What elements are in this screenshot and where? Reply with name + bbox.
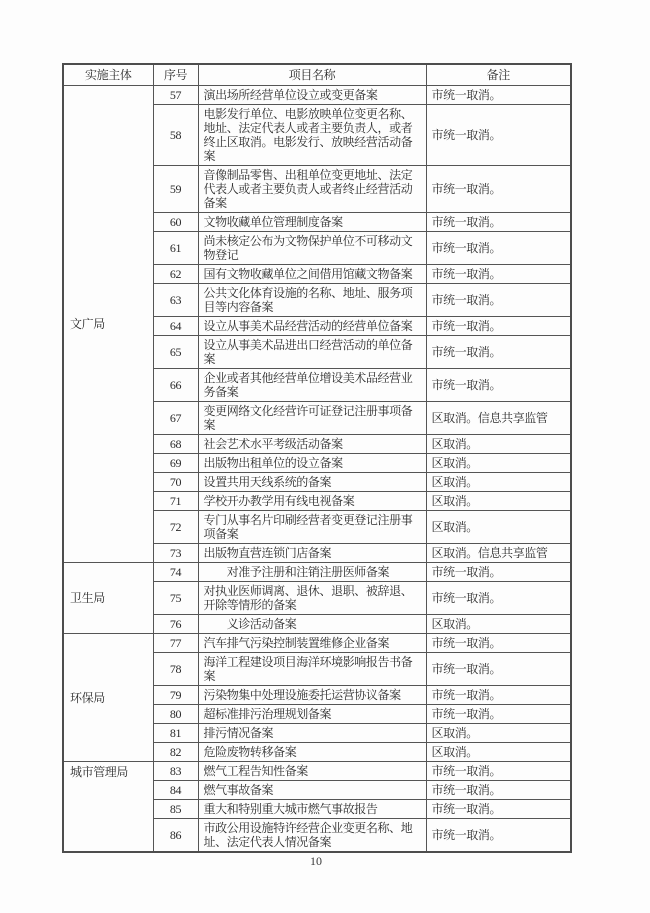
remark-cell: 市统一取消。	[426, 265, 571, 284]
item-name-cell: 对执业医师调离、退休、退职、被辞退、开除等情形的备案	[198, 582, 426, 615]
serial-number-cell: 80	[153, 705, 198, 724]
remark-cell: 市统一取消。	[426, 336, 571, 369]
item-name-cell: 义诊活动备案	[198, 615, 426, 634]
remark-cell: 市统一取消。	[426, 819, 571, 853]
agency-cell: 卫生局	[63, 563, 153, 634]
item-name-cell: 企业或者其他经营单位增设美术品经营业务备案	[198, 369, 426, 402]
item-name-cell: 变更网络文化经营许可证登记注册事项备案	[198, 402, 426, 435]
item-name-cell: 重大和特别重大城市燃气事故报告	[198, 800, 426, 819]
remark-cell: 市统一取消。	[426, 213, 571, 232]
table-body	[63, 86, 571, 853]
page-number: 10	[310, 854, 322, 868]
remark-cell: 市统一取消。	[426, 781, 571, 800]
serial-number-cell: 59	[153, 166, 198, 213]
serial-number-cell: 57	[153, 86, 198, 105]
remark-cell: 市统一取消。	[426, 232, 571, 265]
item-name-cell: 设置共用天线系统的备案	[198, 473, 426, 492]
column-header-implementing-body: 实施主体	[63, 64, 153, 86]
serial-number-cell: 86	[153, 819, 198, 853]
remark-cell: 市统一取消。	[426, 317, 571, 336]
table-row	[63, 762, 571, 781]
remark-cell: 区取消。	[426, 743, 571, 762]
serial-number-cell: 82	[153, 743, 198, 762]
serial-number-cell: 69	[153, 454, 198, 473]
item-name-cell: 国有文物收藏单位之间借用馆藏文物备案	[198, 265, 426, 284]
item-name-cell: 电影发行单位、电影放映单位变更名称、地址、法定代表人或者主要负责人，或者终止区取消。电影发行、放映经营活动备案	[198, 105, 426, 166]
serial-number-cell: 67	[153, 402, 198, 435]
agency-cell: 文广局	[63, 86, 153, 563]
item-name-cell: 公共文化体育设施的名称、地址、服务项目等内容备案	[198, 284, 426, 317]
item-name-cell: 汽车排气污染控制装置维修企业备案	[198, 634, 426, 653]
serial-number-cell: 64	[153, 317, 198, 336]
item-name-cell: 对准予注册和注销注册医师备案	[198, 563, 426, 582]
serial-number-cell: 73	[153, 544, 198, 563]
item-name-cell: 社会艺术水平考级活动备案	[198, 435, 426, 454]
remark-cell: 区取消。	[426, 435, 571, 454]
remark-cell: 市统一取消。	[426, 634, 571, 653]
serial-number-cell: 83	[153, 762, 198, 781]
remark-cell: 区取消。信息共享监管	[426, 544, 571, 563]
item-name-cell: 专门从事名片印刷经营者变更登记注册事项备案	[198, 511, 426, 544]
item-name-cell: 市政公用设施特许经营企业变更名称、地址、法定代表人情况备案	[198, 819, 426, 853]
item-name-cell: 设立从事美术品经营活动的经营单位备案	[198, 317, 426, 336]
column-header-item-name: 项目名称	[198, 64, 426, 86]
serial-number-cell: 76	[153, 615, 198, 634]
serial-number-cell: 74	[153, 563, 198, 582]
serial-number-cell: 60	[153, 213, 198, 232]
item-name-cell: 出版物出租单位的设立备案	[198, 454, 426, 473]
serial-number-cell: 84	[153, 781, 198, 800]
header-row	[63, 64, 571, 86]
serial-number-cell: 70	[153, 473, 198, 492]
remark-cell: 市统一取消。	[426, 563, 571, 582]
column-header-serial-number: 序号	[153, 64, 198, 86]
remark-cell: 市统一取消。	[426, 686, 571, 705]
serial-number-cell: 72	[153, 511, 198, 544]
serial-number-cell: 65	[153, 336, 198, 369]
remark-cell: 市统一取消。	[426, 369, 571, 402]
serial-number-cell: 71	[153, 492, 198, 511]
item-name-cell: 音像制品零售、出租单位变更地址、法定代表人或者主要负责人或者终止经营活动备案	[198, 166, 426, 213]
remark-cell: 市统一取消。	[426, 762, 571, 781]
remark-cell: 市统一取消。	[426, 582, 571, 615]
remark-cell: 市统一取消。	[426, 800, 571, 819]
item-name-cell: 燃气事故备案	[198, 781, 426, 800]
item-name-cell: 设立从事美术品进出口经营活动的单位备案	[198, 336, 426, 369]
agency-cell: 环保局	[63, 634, 153, 762]
item-name-cell: 尚未核定公布为文物保护单位不可移动文物登记	[198, 232, 426, 265]
serial-number-cell: 85	[153, 800, 198, 819]
item-name-cell: 海洋工程建设项目海洋环境影响报告书备案	[198, 653, 426, 686]
item-name-cell: 污染物集中处理设施委托运营协议备案	[198, 686, 426, 705]
table-row	[63, 563, 571, 582]
table-row	[63, 86, 571, 105]
remark-cell: 市统一取消。	[426, 653, 571, 686]
column-header-remarks: 备注	[426, 64, 571, 86]
item-name-cell: 超标准排污治理规划备案	[198, 705, 426, 724]
remark-cell: 市统一取消。	[426, 86, 571, 105]
serial-number-cell: 62	[153, 265, 198, 284]
table-row	[63, 634, 571, 653]
remark-cell: 区取消。	[426, 473, 571, 492]
remark-cell: 区取消。	[426, 724, 571, 743]
serial-number-cell: 78	[153, 653, 198, 686]
serial-number-cell: 68	[153, 435, 198, 454]
serial-number-cell: 66	[153, 369, 198, 402]
item-name-cell: 燃气工程告知性备案	[198, 762, 426, 781]
cancelled-filing-items-table	[62, 63, 572, 853]
remark-cell: 市统一取消。	[426, 284, 571, 317]
remark-cell: 市统一取消。	[426, 705, 571, 724]
remark-cell: 市统一取消。	[426, 105, 571, 166]
item-name-cell: 文物收藏单位管理制度备案	[198, 213, 426, 232]
serial-number-cell: 79	[153, 686, 198, 705]
serial-number-cell: 77	[153, 634, 198, 653]
remark-cell: 区取消。	[426, 492, 571, 511]
remark-cell: 区取消。	[426, 454, 571, 473]
serial-number-cell: 63	[153, 284, 198, 317]
remark-cell: 区取消。	[426, 511, 571, 544]
remark-cell: 区取消。信息共享监管	[426, 402, 571, 435]
remark-cell: 区取消。	[426, 615, 571, 634]
serial-number-cell: 81	[153, 724, 198, 743]
serial-number-cell: 61	[153, 232, 198, 265]
remark-cell: 市统一取消。	[426, 166, 571, 213]
item-name-cell: 出版物直营连锁门店备案	[198, 544, 426, 563]
item-name-cell: 学校开办教学用有线电视备案	[198, 492, 426, 511]
item-name-cell: 危险废物转移备案	[198, 743, 426, 762]
serial-number-cell: 58	[153, 105, 198, 166]
item-name-cell: 排污情况备案	[198, 724, 426, 743]
item-name-cell: 演出场所经营单位设立或变更备案	[198, 86, 426, 105]
agency-cell: 城市管理局	[63, 762, 153, 853]
serial-number-cell: 75	[153, 582, 198, 615]
